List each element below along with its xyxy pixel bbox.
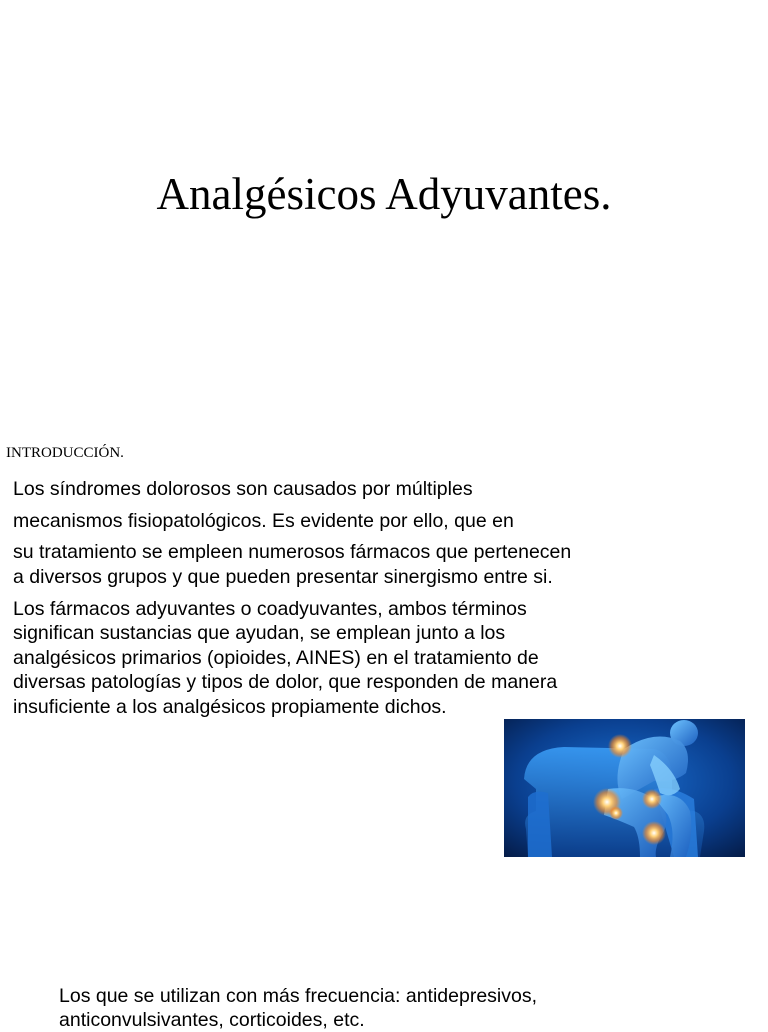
paragraph1-line: a diversos grupos y que pueden presentar sinergismo entre si. — [13, 566, 553, 588]
paragraph2-line: diversas patologías y tipos de dolor, que responden de manera — [13, 671, 558, 694]
pain-figure-illustration — [504, 719, 745, 857]
footer-line: anticonvulsivantes, corticoides, etc. — [59, 1009, 365, 1031]
paragraph1-line: su tratamiento se empleen numerosos fármacos que pertenecen — [13, 541, 572, 563]
paragraph2-line: analgésicos primarios (opioides, AINES) en el tratamiento de — [13, 646, 539, 669]
paragraph-adyuvantes — [13, 597, 557, 719]
footer-line: Los que se utilizan con más frecuencia: antidepresivos, — [59, 985, 538, 1007]
page-title: Analgésicos Adyuvantes. — [156, 169, 612, 219]
paragraph2-line: significan sustancias que ayudan, se emplean junto a los — [13, 622, 506, 645]
paragraph2-line: insuficiente a los analgésicos propiamente dichos. — [13, 695, 447, 718]
paragraph1-line: Los síndromes dolorosos son causados por múltiples — [13, 478, 473, 500]
section-heading-introduccion: INTRODUCCIÓN. — [6, 445, 124, 461]
paragraph2-line: Los fármacos adyuvantes o coadyuvantes, ambos términos — [13, 598, 527, 620]
frequency-note — [59, 984, 537, 1032]
paragraph1-line: mecanismos fisiopatológicos. Es evidente por ello, que en — [13, 510, 514, 532]
